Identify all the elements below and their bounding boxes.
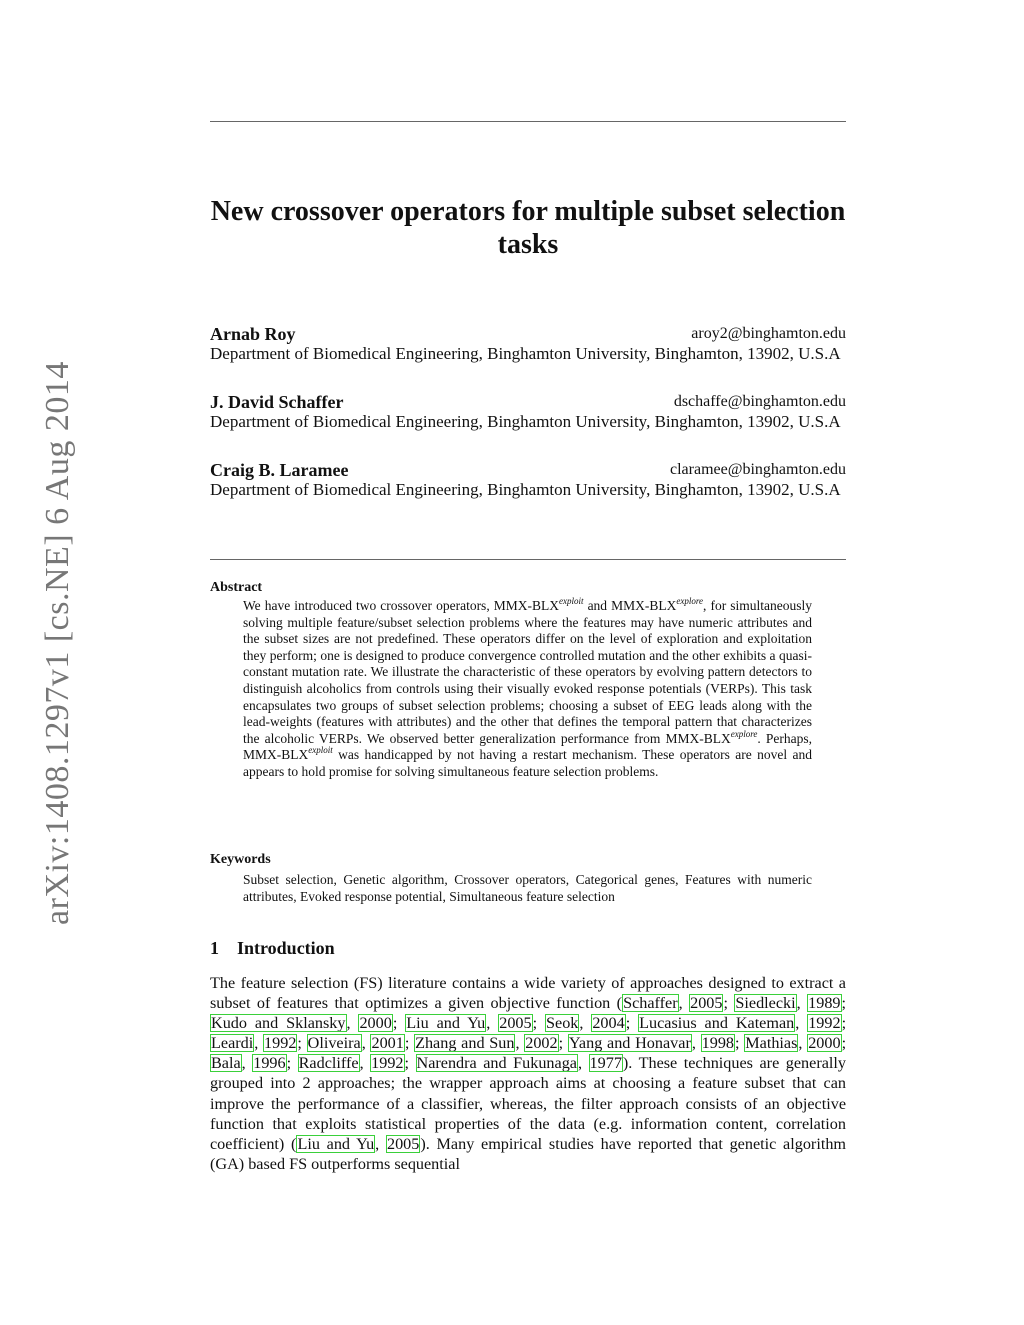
citation-link[interactable]: Radcliffe — [298, 1054, 359, 1073]
paper-title: New crossover operators for multiple subset selection tasks — [210, 196, 846, 260]
citation-link[interactable]: 2005 — [690, 994, 723, 1013]
citation-link[interactable]: Lucasius and Kateman — [639, 1014, 795, 1033]
citation-link[interactable]: 1992 — [371, 1054, 404, 1073]
citation-link[interactable]: Bala — [211, 1054, 241, 1073]
keywords-heading: Keywords — [210, 852, 271, 867]
abstract-heading: Abstract — [210, 580, 263, 595]
author-block — [210, 460, 846, 500]
author-block — [210, 392, 846, 432]
section-title: Introduction — [237, 938, 335, 958]
author-name: Arnab Roy — [210, 324, 296, 344]
citation-link[interactable]: Narendra and Fukunaga — [416, 1054, 577, 1073]
citation-link[interactable]: 1992 — [264, 1034, 297, 1053]
citation-link[interactable]: Oliveira — [307, 1034, 361, 1053]
citation-link[interactable]: 2000 — [359, 1014, 392, 1033]
citation-link[interactable]: 1998 — [701, 1034, 735, 1053]
citation-link[interactable]: 2005 — [499, 1014, 532, 1033]
citation-link[interactable]: Siedlecki — [735, 994, 796, 1013]
author-email[interactable]: aroy2@binghamton.edu — [691, 325, 846, 342]
citation-link[interactable]: Liu and Yu — [297, 1134, 375, 1153]
keywords-text: Subset selection, Genetic algorithm, Crossover operators, Categorical genes, Features with numeric attributes, Evoked response potential, Simultaneous feature selection — [243, 872, 812, 904]
citation-link[interactable]: 2004 — [592, 1014, 625, 1033]
citation-link[interactable]: 1996 — [253, 1054, 286, 1073]
citation-link[interactable]: 1992 — [808, 1014, 841, 1033]
citation-link[interactable]: 1989 — [808, 994, 841, 1013]
citation-link[interactable]: Kudo and Sklansky — [211, 1014, 346, 1033]
intro-paragraph: The feature selection (FS) literature contains a wide variety of approaches designed to extract a subset of features that optimizes a given objective function (Schaffer, 2005; Siedlecki, 1989; Kudo and Sklansky, 2000; Liu and Yu, 2005; Seok, 2004; Lucasius and Kateman, 1992; Leardi, 1992; Oliveira, 2001; Zhang and Sun, 2002; Yang and Honavar, 1998; Mathias, 2000; Bala, 1996; Radcliffe, 1992; Narendra and Fukunaga, 1977). These techniques are generally grouped into 2 approaches; the wrapper approach aims at choosing a feature subset that can improve the performance of a classifier, whereas, the filter approach consists of an objective function that exploits statistical properties of the data (e.g. information content, correlation coefficient) (Liu and Yu, 2005). Many empirical studies have reported that genetic algorithm (GA) based FS outperforms sequential — [210, 974, 847, 1173]
section-number: 1 — [210, 938, 219, 958]
citation-link[interactable]: 2005 — [386, 1134, 420, 1153]
citation-link[interactable]: Yang and Honavar — [568, 1034, 691, 1053]
citation-link[interactable]: Seok — [546, 1014, 579, 1033]
citation-link[interactable]: 1977 — [589, 1054, 622, 1073]
author-affiliation: Department of Biomedical Engineering, Binghamton University, Binghamton, 13902, U.S.A — [210, 344, 841, 363]
author-affiliation: Department of Biomedical Engineering, Binghamton University, Binghamton, 13902, U.S.A — [210, 480, 841, 499]
author-email[interactable]: claramee@binghamton.edu — [670, 461, 846, 478]
citation-link[interactable]: 2001 — [371, 1034, 404, 1053]
citation-link[interactable]: Liu and Yu — [406, 1014, 486, 1033]
citation-link[interactable]: Mathias — [745, 1034, 798, 1053]
abstract-text: We have introduced two crossover operators, MMX-$BLX^{exploit}$ and MMX-$BLX^{explore}$, for simultaneously solving multiple feature/subset selection problems where the features may have numeric attributes and the subset sizes are not predefined. These operators differ on the level of exploration and exploitation they perform; one is designed to produce convergence controlled mutation and the other exhibits a quasi-constant mutation rate. We illustrate the characteristic of these operators by evolving pattern detectors to distinguish alcoholics from controls using their visually evoked response potentials (VERPs). This task encapsulates two groups of subset selection problems; choosing a subset of EEG leads along with the lead-weights (features with attributes) and the other that defines the temporal pattern that characterizes the alcoholic VERPs. We observed better generalization performance from MMX-$BLX^{explore}$. Perhaps, MMX-$BLX^{exploit}$ was handicapped by not having a restart mechanism. These operators are novel and appears to hold promise for solving simultaneous feature selection problems. — [243, 596, 812, 779]
citation-link[interactable]: 2002 — [525, 1034, 558, 1053]
citation-link[interactable]: Zhang and Sun — [415, 1034, 515, 1053]
arxiv-identifier: arXiv:1408.1297v1 [cs.NE] 6 Aug 2014 — [39, 361, 76, 925]
author-name: J. David Schaffer — [210, 392, 344, 412]
author-name: Craig B. Laramee — [210, 460, 349, 480]
author-email[interactable]: dschaffe@binghamton.edu — [673, 393, 846, 410]
abstract-rule — [210, 559, 846, 560]
citation-link[interactable]: Schaffer — [623, 994, 678, 1013]
citation-link[interactable]: Leardi — [211, 1034, 254, 1053]
author-affiliation: Department of Biomedical Engineering, Binghamton University, Binghamton, 13902, U.S.A — [210, 412, 841, 431]
citation-link[interactable]: 2000 — [808, 1034, 841, 1053]
section-heading — [210, 938, 335, 959]
author-block — [210, 324, 846, 364]
top-rule — [210, 121, 846, 122]
